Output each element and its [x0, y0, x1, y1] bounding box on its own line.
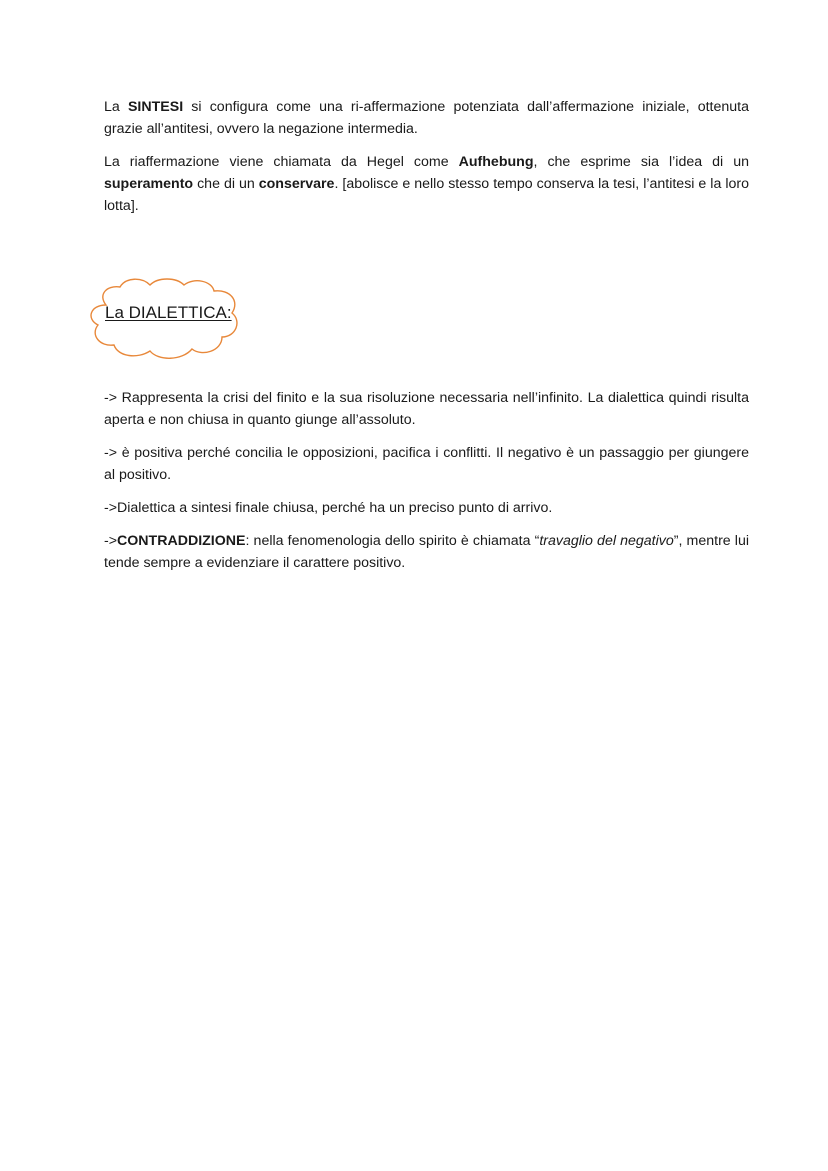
section-heading-block: [84, 275, 244, 365]
text-run: ”, mentre lui tende sempre a evidenziare il carattere positivo.: [104, 533, 749, 571]
section-heading: La DIALETTICA:: [105, 303, 232, 322]
term-superamento: superamento: [104, 176, 194, 192]
term-conservare: conservare: [258, 176, 335, 192]
document-page: [104, 96, 749, 585]
text-run: La: [104, 99, 128, 115]
term-aufhebung: Aufhebung: [458, 154, 534, 170]
term-sintesi: SINTESI: [127, 99, 184, 115]
text-run: si configura come una ri-affermazione potenziata dall’affermazione iniziale, ottenuta grazie all’antitesi, ovvero la negazione intermedia.: [104, 99, 749, 137]
list-item: ->Dialettica a sintesi finale chiusa, perché ha un preciso punto di arrivo.: [104, 500, 553, 516]
text-run: ->: [104, 533, 118, 549]
text-run: : nella fenomenologia dello spirito è chiamata “: [245, 533, 540, 549]
list-item: -> Rappresenta la crisi del finito e la sua risoluzione necessaria nell’infinito. La dialettica quindi risulta aperta e non chiusa in quanto giunge all’assoluto.: [104, 390, 749, 428]
dialettica-list: [104, 387, 749, 574]
term-contraddizione: CONTRADDIZIONE: [117, 533, 246, 549]
paragraph-aufhebung: [104, 151, 749, 217]
list-item: -> è positiva perché concilia le opposizioni, pacifica i conflitti. Il negativo è un passaggio per giungere al positivo.: [104, 445, 749, 483]
quote-italic: travaglio del negativo: [539, 533, 674, 549]
text-run: , che esprime sia l’idea di un: [533, 154, 749, 170]
paragraph-sintesi: [104, 96, 749, 140]
text-run: La riaffermazione viene chiamata da Hegel come: [104, 154, 459, 170]
text-run: . [abolisce e nello stesso tempo conserva la tesi, l’antitesi e la loro lotta].: [104, 176, 749, 214]
text-run: che di un: [193, 176, 259, 192]
list-item: [104, 530, 749, 574]
